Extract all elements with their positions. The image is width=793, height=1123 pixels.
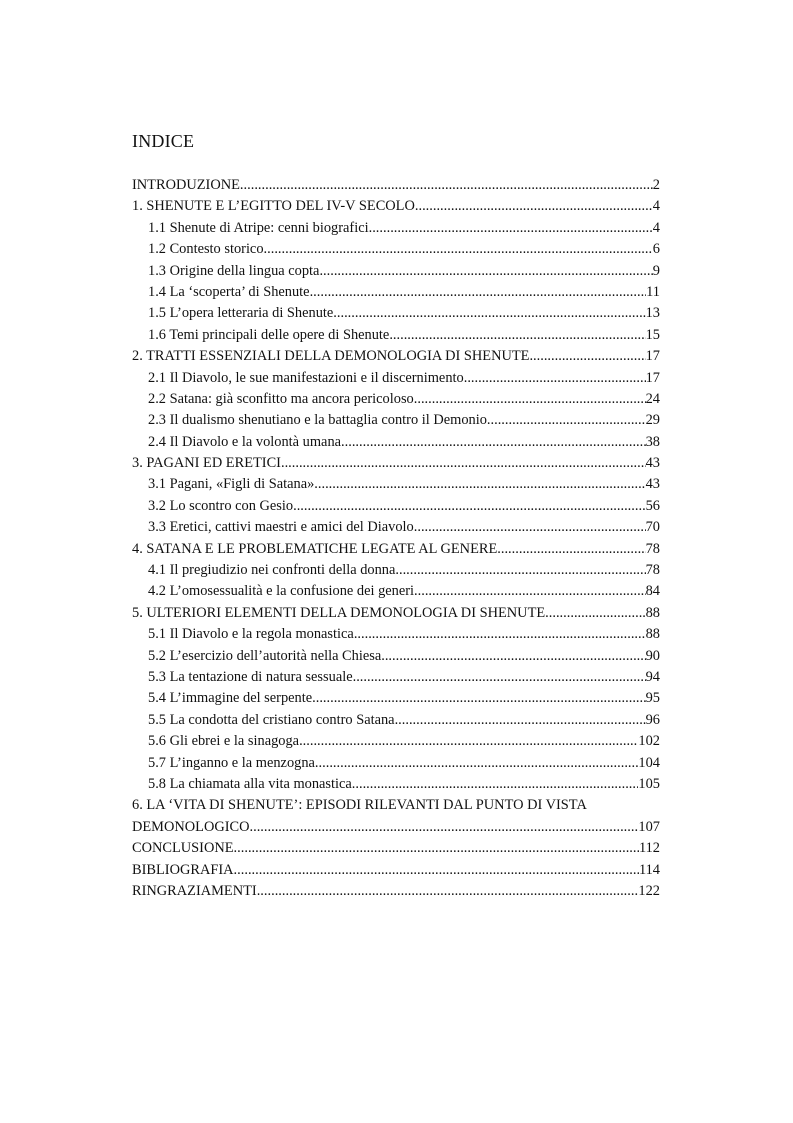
toc-entry-label: 1.2 Contesto storico: [148, 241, 264, 258]
toc-entry-page: 56: [645, 497, 660, 514]
dot-leader: [281, 453, 646, 474]
toc-entry-label: 4. SATANA E LE PROBLEMATICHE LEGATE AL GENERE: [132, 540, 498, 557]
toc-entry-page: 11: [646, 283, 660, 300]
toc-entry-page: 17: [645, 348, 660, 365]
toc-entry-chapter[interactable]: [132, 603, 660, 624]
toc-entry-chapter-6-line-1[interactable]: [132, 795, 660, 816]
table-of-contents: [132, 175, 660, 902]
toc-entry-label: CONCLUSIONE: [132, 840, 234, 857]
toc-entry-chapter[interactable]: [132, 346, 660, 367]
toc-entry-page: 17: [645, 369, 660, 386]
toc-entry-label: 5.2 L’esercizio dell’autorità nella Chiesa: [148, 647, 382, 664]
dot-leader: [414, 517, 646, 538]
toc-entry-section[interactable]: [132, 368, 660, 389]
dot-leader: [319, 261, 652, 282]
toc-entry-label: 5.8 La chiamata alla vita monastica: [148, 775, 352, 792]
toc-entry-section[interactable]: [132, 581, 660, 602]
toc-entry-label: 3. PAGANI ED ERETICI: [132, 455, 281, 472]
toc-entry-page: 15: [645, 326, 660, 343]
toc-entry-section[interactable]: [132, 218, 660, 239]
toc-entry-chapter[interactable]: [132, 881, 660, 902]
toc-entry-section[interactable]: [132, 282, 660, 303]
toc-entry-page: 105: [638, 775, 660, 792]
toc-entry-page: 43: [645, 476, 660, 493]
dot-leader: [333, 303, 645, 324]
toc-entry-page: 70: [645, 519, 660, 536]
toc-entry-label: 4.2 L’omosessualità e la confusione dei generi: [148, 583, 415, 600]
dot-leader: [415, 196, 653, 217]
dot-leader: [234, 860, 639, 881]
toc-entry-page: 96: [645, 711, 660, 728]
toc-entry-section[interactable]: [132, 774, 660, 795]
dot-leader: [389, 325, 645, 346]
toc-entry-section[interactable]: [132, 667, 660, 688]
toc-entry-section[interactable]: [132, 389, 660, 410]
toc-entry-label: 2.4 Il Diavolo e la volontà umana: [148, 433, 342, 450]
toc-entry-label: 2.1 Il Diavolo, le sue manifestazioni e il discernimento: [148, 369, 464, 386]
toc-entry-page: 94: [645, 668, 660, 685]
toc-entry-section[interactable]: [132, 753, 660, 774]
dot-leader: [312, 688, 645, 709]
dot-leader: [381, 646, 645, 667]
toc-entry-label: 5.1 Il Diavolo e la regola monastica: [148, 626, 354, 643]
dot-leader: [257, 881, 639, 902]
dot-leader: [341, 432, 646, 453]
dot-leader: [464, 368, 646, 389]
toc-entry-chapter-6-line-2[interactable]: [132, 817, 660, 838]
toc-entry-label: 5.6 Gli ebrei e la sinagoga: [148, 733, 300, 750]
toc-entry-section[interactable]: [132, 303, 660, 324]
toc-entry-section[interactable]: [132, 239, 660, 260]
toc-entry-section[interactable]: [132, 710, 660, 731]
toc-entry-chapter[interactable]: [132, 453, 660, 474]
dot-leader: [497, 539, 645, 560]
toc-entry-label: DEMONOLOGICO: [132, 818, 250, 835]
toc-main-entries: [132, 175, 660, 795]
toc-entry-label: 5. ULTERIORI ELEMENTI DELLA DEMONOLOGIA DI SHENUTE: [132, 604, 546, 621]
toc-entry-page: 13: [645, 305, 660, 322]
dot-leader: [299, 731, 638, 752]
toc-entry-page: 29: [645, 412, 660, 429]
toc-entry-section[interactable]: [132, 325, 660, 346]
toc-entry-section[interactable]: [132, 496, 660, 517]
toc-entry-label: 5.3 La tentazione di natura sessuale: [148, 668, 353, 685]
toc-entry-page: 4: [652, 219, 660, 236]
dot-leader: [395, 710, 646, 731]
toc-entry-page: 43: [645, 455, 660, 472]
toc-entry-page: 4: [652, 198, 660, 215]
toc-entry-page: 88: [645, 626, 660, 643]
dot-leader: [234, 838, 639, 859]
dot-leader: [352, 774, 639, 795]
toc-entry-page: 102: [638, 733, 660, 750]
toc-entry-section[interactable]: [132, 624, 660, 645]
dot-leader: [250, 817, 639, 838]
toc-entry-page: 90: [645, 647, 660, 664]
toc-entry-label: 3.3 Eretici, cattivi maestri e amici del Diavolo: [148, 519, 414, 536]
toc-entry-page: 78: [645, 562, 660, 579]
toc-entry-section[interactable]: [132, 474, 660, 495]
dot-leader: [353, 667, 646, 688]
toc-entry-label: 1.6 Temi principali delle opere di Shenute: [148, 326, 390, 343]
toc-entry-page: 112: [638, 840, 660, 857]
toc-entry-page: 84: [645, 583, 660, 600]
toc-entry-label: 1.3 Origine della lingua copta: [148, 262, 320, 279]
toc-tail-entries: [132, 838, 660, 902]
toc-entry-page: 9: [652, 262, 660, 279]
toc-entry-label: RINGRAZIAMENTI: [132, 882, 257, 899]
dot-leader: [395, 560, 645, 581]
toc-entry-section[interactable]: [132, 410, 660, 431]
toc-entry-label: 2. TRATTI ESSENZIALI DELLA DEMONOLOGIA DI SHENUTE: [132, 348, 530, 365]
dot-leader: [264, 239, 653, 260]
toc-entry-section[interactable]: [132, 646, 660, 667]
toc-entry-chapter[interactable]: [132, 838, 660, 859]
dot-leader: [314, 474, 645, 495]
dot-leader: [414, 389, 646, 410]
toc-entry-label: 2.2 Satana: già sconfitto ma ancora pericoloso: [148, 390, 414, 407]
dot-leader: [369, 218, 653, 239]
toc-entry-label: 1.1 Shenute di Atripe: cenni biografici: [148, 219, 369, 236]
toc-entry-label: 2.3 Il dualismo shenutiano e la battaglia contro il Demonio: [148, 412, 487, 429]
toc-entry-chapter[interactable]: [132, 539, 660, 560]
toc-entry-label: BIBLIOGRAFIA: [132, 861, 234, 878]
dot-leader: [487, 410, 646, 431]
toc-entry-page: 2: [652, 177, 660, 193]
toc-entry-label: 4.1 Il pregiudizio nei confronti della donna: [148, 562, 396, 579]
toc-entry-label: 3.2 Lo scontro con Gesio: [148, 497, 294, 514]
dot-leader: [315, 753, 638, 774]
toc-entry-chapter[interactable]: [132, 860, 660, 881]
toc-entry-page: 24: [645, 390, 660, 407]
toc-entry-page: 95: [645, 690, 660, 707]
toc-entry-page: 122: [638, 882, 660, 899]
toc-entry-section[interactable]: [132, 261, 660, 282]
toc-entry-section[interactable]: [132, 432, 660, 453]
dot-leader: [354, 624, 646, 645]
toc-entry-page: 88: [645, 604, 660, 621]
toc-entry-section[interactable]: [132, 688, 660, 709]
toc-entry-page: 114: [638, 861, 660, 878]
dot-leader: [293, 496, 646, 517]
toc-entry-label: 1. SHENUTE E L’EGITTO DEL IV-V SECOLO: [132, 198, 415, 215]
toc-entry-label: 3.1 Pagani, «Figli di Satana»: [148, 476, 315, 493]
page-title: INDICE: [132, 131, 195, 151]
toc-entry-section[interactable]: [132, 517, 660, 538]
toc-entry-label: 6. LA ‘VITA DI SHENUTE’: EPISODI RILEVANTI DAL PUNTO DI VISTA: [132, 797, 587, 814]
dot-leader: [529, 346, 645, 367]
toc-entry-page: 6: [652, 241, 660, 258]
toc-entry-chapter[interactable]: [132, 175, 660, 196]
dot-leader: [414, 581, 646, 602]
toc-entry-label: INTRODUZIONE: [132, 177, 240, 193]
toc-entry-page: 104: [638, 754, 660, 771]
toc-entry-label: 5.5 La condotta del cristiano contro Satana: [148, 711, 395, 728]
toc-entry-label: 5.4 L’immagine del serpente: [148, 690, 313, 707]
toc-entry-section[interactable]: [132, 560, 660, 581]
toc-entry-page: 78: [645, 540, 660, 557]
toc-entry-page: 38: [645, 433, 660, 450]
toc-entry-chapter[interactable]: [132, 196, 660, 217]
toc-entry-page: 107: [638, 818, 660, 835]
toc-entry-section[interactable]: [132, 731, 660, 752]
dot-leader: [545, 603, 645, 624]
toc-entry-label: 1.4 La ‘scoperta’ di Shenute: [148, 283, 310, 300]
toc-entry-label: 1.5 L’opera letteraria di Shenute: [148, 305, 334, 322]
toc-entry-label: 5.7 L’inganno e la menzogna: [148, 754, 315, 771]
dot-leader: [240, 175, 653, 196]
dot-leader: [310, 282, 647, 303]
